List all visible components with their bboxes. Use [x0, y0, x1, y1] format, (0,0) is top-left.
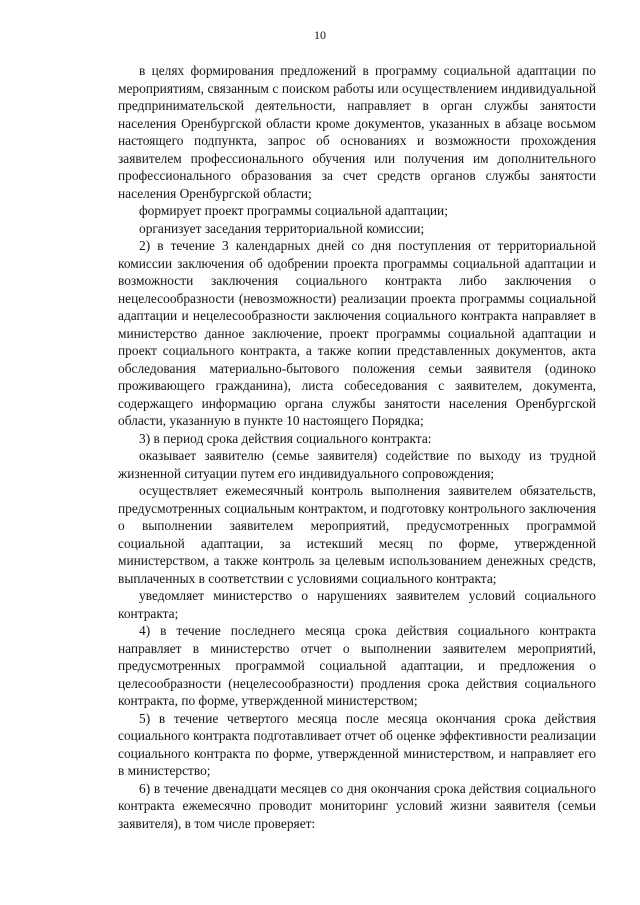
page-number: 10 [314, 28, 326, 42]
paragraph: оказывает заявителю (семье заявителя) содействие по выходу из трудной жизненной ситуации путем его индивидуального сопровождения; [118, 448, 596, 481]
paragraph: осуществляет ежемесячный контроль выполнения заявителем обязательств, предусмотренных социальным контрактом, и подготовку контрольного заключения о выполнении заявителем мероприятий, предусмотренных программой социальной адаптации, за истекший месяц по форме, утвержденной министерством, а также контроль за целевым использованием денежных средств, выплаченных в соответствии с условиями социального контракта; [118, 483, 596, 586]
paragraph: 3) в период срока действия социального контракта: [139, 430, 432, 446]
paragraph: уведомляет министерство о нарушениях заявителем условий социального контракта; [118, 588, 596, 621]
paragraph: 2) в течение 3 календарных дней со дня поступления от территориальной комиссии заключения об одобрении проекта программы социальной адаптации и возможности заключения социального контракта либо заключения о нецелесообразности (невозможности) реализации проекта программы социальной адаптации и нецелесообразности заключения социального контракта направляет в министерство данное заключение, проект программы социальной адаптации и проект социального контракта, а также копии представленных документов, акта обследования материально-бытового положения семьи заявителя (одиноко проживающего гражданина), листа собеседования с заявителем, документа, содержащего информацию органа службы занятости населения Оренбургской области, указанную в пункте 10 настоящего Порядка; [118, 238, 596, 428]
document-body [118, 62, 596, 832]
paragraph: организует заседания территориальной комиссии; [139, 220, 425, 236]
paragraph: 4) в течение последнего месяца срока действия социального контракта направляет в министерство отчет о выполнении заявителем мероприятий, предусмотренных программой социальной адаптации, и предложения о целесообразности (нецелесообразности) продления срока действия социального контракта, по форме, утвержденной министерством; [118, 623, 596, 708]
paragraph: формирует проект программы социальной адаптации; [139, 203, 448, 218]
paragraph: 6) в течение двенадцати месяцев со дня окончания срока действия социального контракта ежемесячно проводит мониторинг условий жизни заявителя (семьи заявителя), в том числе проверяет: [118, 780, 596, 831]
paragraph: 5) в течение четвертого месяца после месяца окончания срока действия социального контракта подготавливает отчет об оценке эффективности реализации социального контракта по форме, утвержденной министерством, и направляет его в министерство; [118, 710, 596, 778]
paragraph: в целях формирования предложений в программу социальной адаптации по мероприятиям, связанным с поиском работы или осуществлением индивидуальной предпринимательской деятельности, направляет в орган службы занятости населения Оренбургской области кроме документов, указанных в абзаце восьмом настоящего подпункта, запрос об основаниях и возможности прохождения заявителем профессионального обучения или получения им дополнительного профессионального образования за счет средств органов службы занятости населения Оренбургской области; [118, 63, 596, 201]
